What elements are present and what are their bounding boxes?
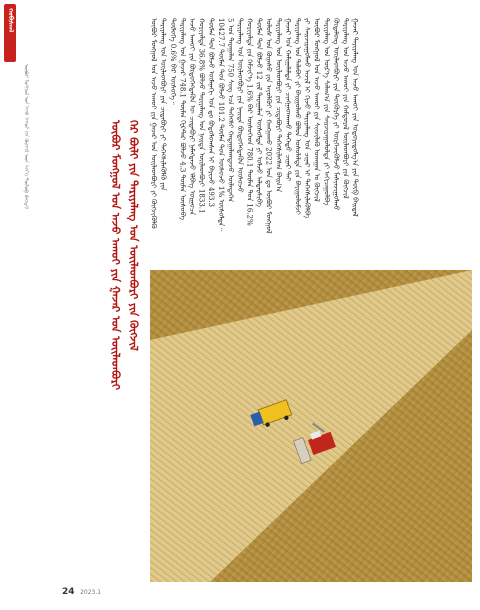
body-line: ᠭᠠᠵᠠᠷ ᠲᠠᠷᠢᠶᠠᠯᠠᠩ ᠤᠨ ᠠᠵᠤ ᠠᠬᠤᠢ ᠶᠢᠨ ᠤᠳᠤᠷᠢᠳᠤᠯᠭ᠎ᠠ ᠶᠢᠨ ᠲᠥᠪ ᠪᠠᠢᠳᠠᠯ xyxy=(351,18,360,217)
body-line: ᠶᠢ ᠰᠠᠢᠵᠢᠷᠠᠭᠤᠯᠬᠤ ᠠᠵᠢᠯ ᠢ ᠬᠢᠵᠦ ᠲᠠᠷᠢᠶᠠᠯᠠᠩ ᠤᠨ ᠴᠢᠨᠠᠷ ᠢ ᠳᠡᠭᠡᠭᠰᠢᠯᠡᠭᠦᠯᠪᠡ xyxy=(303,18,312,219)
body-line: ᠬᠤᠷᠢᠶᠠᠯᠲᠠ 36.8% ᠪᠣᠯᠵᠤ ᠲᠠᠷᠢᠶᠠᠯᠠᠩ ᠤᠨ ᠨᠡᠢᠲᠡ ᠦᠢᠯᠡᠳᠪᠦᠷᠢ 1833.1 xyxy=(197,18,206,214)
body-line: ᠠᠵᠤ ᠠᠬᠤᠢ ᠶᠢᠨ ᠪᠦᠲᠦᠭᠡᠭᠳᠡᠬᠦᠨ ᠦ ᠴᠢᠳᠠᠪᠤᠷᠢ ᠨᠡᠮᠡᠭᠳᠡᠵᠦ ᠡᠯᠪᠡᠭ ᠤᠷᠭᠤᠴᠠ xyxy=(187,18,196,216)
harvest-field-image xyxy=(150,270,472,582)
article-body xyxy=(148,18,470,268)
body-line: ᠥᠪᠦᠷ ᠮᠣᠩᠭᠣᠯ ᠤᠨ ᠠᠵᠤ ᠠᠬᠤᠢ ᠶᠢᠨ ᠰᠢᠨᠵᠢᠯᠡᠬᠦ ᠤᠬᠠᠭᠠᠨ ᠤ ᠬᠥᠭᠵᠢᠯ xyxy=(312,18,321,202)
article-title-line-2: ᠭᠡᠷ ᠪᠦᠯᠢ ᠶᠢᠨ ᠲᠠᠷᠢᠶᠠᠯᠠᠩ ᠤᠨ ᠦᠢᠯᠡᠳᠪᠦᠷᠢ ᠶᠢᠨ ᠬᠥᠭᠵᠢᠯ xyxy=(127,120,140,351)
body-line: ᠲᠠᠷᠢᠶᠠᠯᠠᠩ ᠤᠨ ᠦᠢᠯᠡᠳᠪᠦᠷᠢ ᠶᠢᠨ ᠨᠡᠢᠲᠡ ᠪᠦᠲᠦᠭᠡᠭᠳᠡᠬᠦᠨ ᠥᠰᠦᠵᠦ xyxy=(235,18,244,193)
page-footer xyxy=(62,587,101,597)
body-line: ᠲᠠᠷᠢᠶᠠᠯᠠᠩ ᠤᠨ ᠠᠵᠤ ᠠᠬᠤᠢ ᠶᠢᠨ ᠬᠠᠮᠲᠤᠷᠠᠯ ᠦᠢᠯᠡᠳᠪᠦᠷᠢ ᠶᠢᠨ ᠬᠥᠭᠵᠢᠯ xyxy=(341,18,350,199)
body-line: ᠲᠥᠯᠦᠭᠡ 0.6% ᠪᠡᠷ ᠥᠰᠦᠭᠡ᠃ xyxy=(168,18,177,105)
body-line: ᠤᠯᠤᠰ ᠤᠨ ᠬᠦᠨᠡᠰᠦ ᠶᠢᠨ ᠠᠶᠤᠯᠭᠦᠢ ᠶᠢ ᠬᠠᠩᠭᠠᠬᠤ 2022 ᠣᠨ ᠳᠤ ᠥᠪᠦᠷ ᠮᠣᠩᠭᠣᠯ xyxy=(264,18,273,234)
body-line: ᠲᠠᠷᠢᠶᠠᠯᠠᠩ ᠤᠨ ᠦᠷ᠎ᠡ ᠰᠠᠯᠠᠭ᠎ᠠ ᠶᠢᠨ ᠰᠠᠢᠵᠢᠷᠠᠭᠤᠯᠤᠯᠲᠠ ᠶᠢ ᠠᠬᠢᠴᠠᠭᠤᠯᠪᠠ xyxy=(322,18,331,206)
article-title-line-1: ᠥᠪᠦᠷ ᠮᠣᠩᠭᠣᠯ ᠤᠨ ᠠᠵᠤ ᠠᠬᠤᠢ ᠶᠢᠨ ᠭᠠᠵᠠᠷ ᠤᠨ ᠦᠢᠯᠡᠳᠪᠦᠷᠢ xyxy=(109,120,122,391)
body-line: ᠲᠦᠮᠡᠨ ᠲᠣᠨ ᠪᠣᠯᠵᠤ 12 ᠵᠢᠯ ᠳᠠᠷᠠᠭᠠᠯᠠᠨ ᠥᠰᠦᠯᠲᠡ ᠶᠢ ᠣᠯᠵᠤ ᠠᠯᠳᠠᠷᠰᠢᠪᠠ xyxy=(255,18,264,207)
page-number: 24 xyxy=(62,587,75,597)
body-line: 10427.7 ᠲᠦᠮᠡᠨ ᠲᠣᠨ ᠪᠣᠯᠵᠤ 101.2 ᠲᠦᠮᠡᠨ ᠲᠣᠨ ᠥᠰᠦᠵᠦ 1% ᠥᠰᠦᠯᠲᠡ᠃ xyxy=(216,18,225,231)
harvest-photo xyxy=(150,270,472,582)
body-line: 5 ᠣᠨ ᠳᠠᠷᠠᠭᠠᠯᠠᠨ 750 ᠰᠢᠩ ᠡᠴᠡ ᠳᠡᠭᠡᠭᠰᠢ ᠬᠠᠳᠠᠭᠠᠯᠠᠭᠳᠠᠵᠤ ᠦᠯᠡᠳᠡᠭᠡᠨ xyxy=(226,18,235,203)
body-line: ᠬᠤᠷᠢᠶᠠᠯᠲᠠ ᠶᠢᠨ ᠬᠡᠮᠵᠢᠶ᠎ᠡ 1.6% ᠪᠡᠷ ᠥᠰᠦᠭᠡᠳ 780.1 ᠲᠦᠮᠡᠨ ᠲᠣᠨ 16.2% xyxy=(245,18,254,226)
body-line: ᠲᠠᠷᠢᠶᠠᠯᠠᠩ ᠤᠨ ᠲᠠᠯᠠᠪᠠᠢ ᠶᠢ ᠪᠠᠢᠭᠤᠯᠬᠤ ᠪᠣᠯᠣᠨ ᠤᠰᠤᠯᠠᠯᠲᠠ ᠶᠢᠨ ᠪᠠᠶᠢᠭᠤᠯᠤᠮᠵᠢ xyxy=(293,18,302,215)
body-line: ᠲᠠᠷᠢᠶᠠᠯᠠᠩ ᠤᠨ ᠭᠠᠵᠠᠷ 748.1 ᠲᠦᠮᠡᠨ ᠭᠧᠺᠲ᠋ᠠᠷ ᠪᠣᠯᠵᠤ 4.3 ᠲᠦᠮᠡᠨ ᠥᠰᠦᠪᠡ xyxy=(178,18,187,220)
body-line: ᠲᠠᠷᠢᠶᠠᠯᠠᠩ ᠤᠨ ᠦᠢᠯᠡᠳᠪᠦᠷᠢ ᠶᠢᠨ ᠴᠢᠳᠠᠪᠤᠷᠢ ᠳᠡᠭᠡᠭᠰᠢᠯᠡᠭᠰᠡᠨ ᠪᠠᠢᠨ᠎ᠠ xyxy=(274,18,283,193)
body-line: ᠥᠪᠦᠷ ᠮᠣᠩᠭᠣᠯ ᠤᠨ ᠠᠵᠤ ᠠᠬᠤᠢ ᠶᠢᠨ ᠭᠠᠵᠠᠷ ᠤᠨ ᠦᠢᠯᠡᠳᠪᠦᠷᠢ ᠶᠢ ᠬᠥᠭᠵᠢᠭᠦᠯᠬᠦ xyxy=(149,18,158,229)
body-line: ᠲᠦᠮᠡᠨ ᠲᠣᠨ ᠪᠣᠯᠵᠤ ᠥᠮᠡᠨᠡᠬᠢ ᠣᠨ ᠳᠤ ᠪᠣᠳᠣᠯᠣᠭᠰᠠᠨ ᠢ ᠪᠠᠷᠢᠵᠤ 493.3 xyxy=(207,18,216,207)
section-tab-label: ᠬᠤᠪᠢᠰᠬᠠᠯ xyxy=(7,8,14,33)
running-header: ᠥᠪᠦᠷ ᠮᠣᠩᠭᠣᠯ ᠤᠨ ᠠᠵᠤ ᠠᠬᠤᠢ ᠶᠢᠨ ᠬᠥᠭᠵᠢᠯ ᠦᠨ ᠰᠢᠨ᠎ᠡ ᠲᠥᠯᠦᠪ ᠪᠠᠢᠳᠠᠯ xyxy=(23,64,29,209)
body-line: ᠲᠠᠷᠢᠶᠠᠯᠠᠩ ᠤᠨ ᠦᠢᠯᠡᠳᠪᠦᠷᠢ ᠶᠢᠨ ᠴᠢᠳᠠᠪᠤᠷᠢ ᠶᠢ ᠳᠡᠭᠡᠭᠰᠢᠯᠡᠭᠦᠯᠬᠦ ᠶᠢᠨ xyxy=(159,18,168,191)
body-line: ᠭᠠᠵᠠᠷ ᠤᠨ ᠬᠠᠮᠢᠭᠠᠯᠠᠯᠲᠠ ᠶᠢ ᠴᠢᠩᠭᠠᠳᠬᠠᠬᠤ ᠳᠡᠭᠡᠳᠦ ᠴᠢᠨᠠᠷ ᠲᠠᠢ xyxy=(283,18,292,182)
issue-date: 2023.1 xyxy=(80,589,102,596)
section-tab xyxy=(4,4,16,62)
body-line: ᠬᠥᠳᠡᠯᠦᠩ ᠦᠢᠯᠡᠳᠪᠦᠷᠢ ᠶᠢᠨ ᠳᠦᠭᠦᠷᠭᠡ ᠶᠢ ᠥᠷᠭᠡᠵᠢᠭᠦᠯᠵᠦ ᠮᠠᠰᠢᠨᠵᠢᠭᠤᠯᠬᠤ xyxy=(331,18,340,211)
